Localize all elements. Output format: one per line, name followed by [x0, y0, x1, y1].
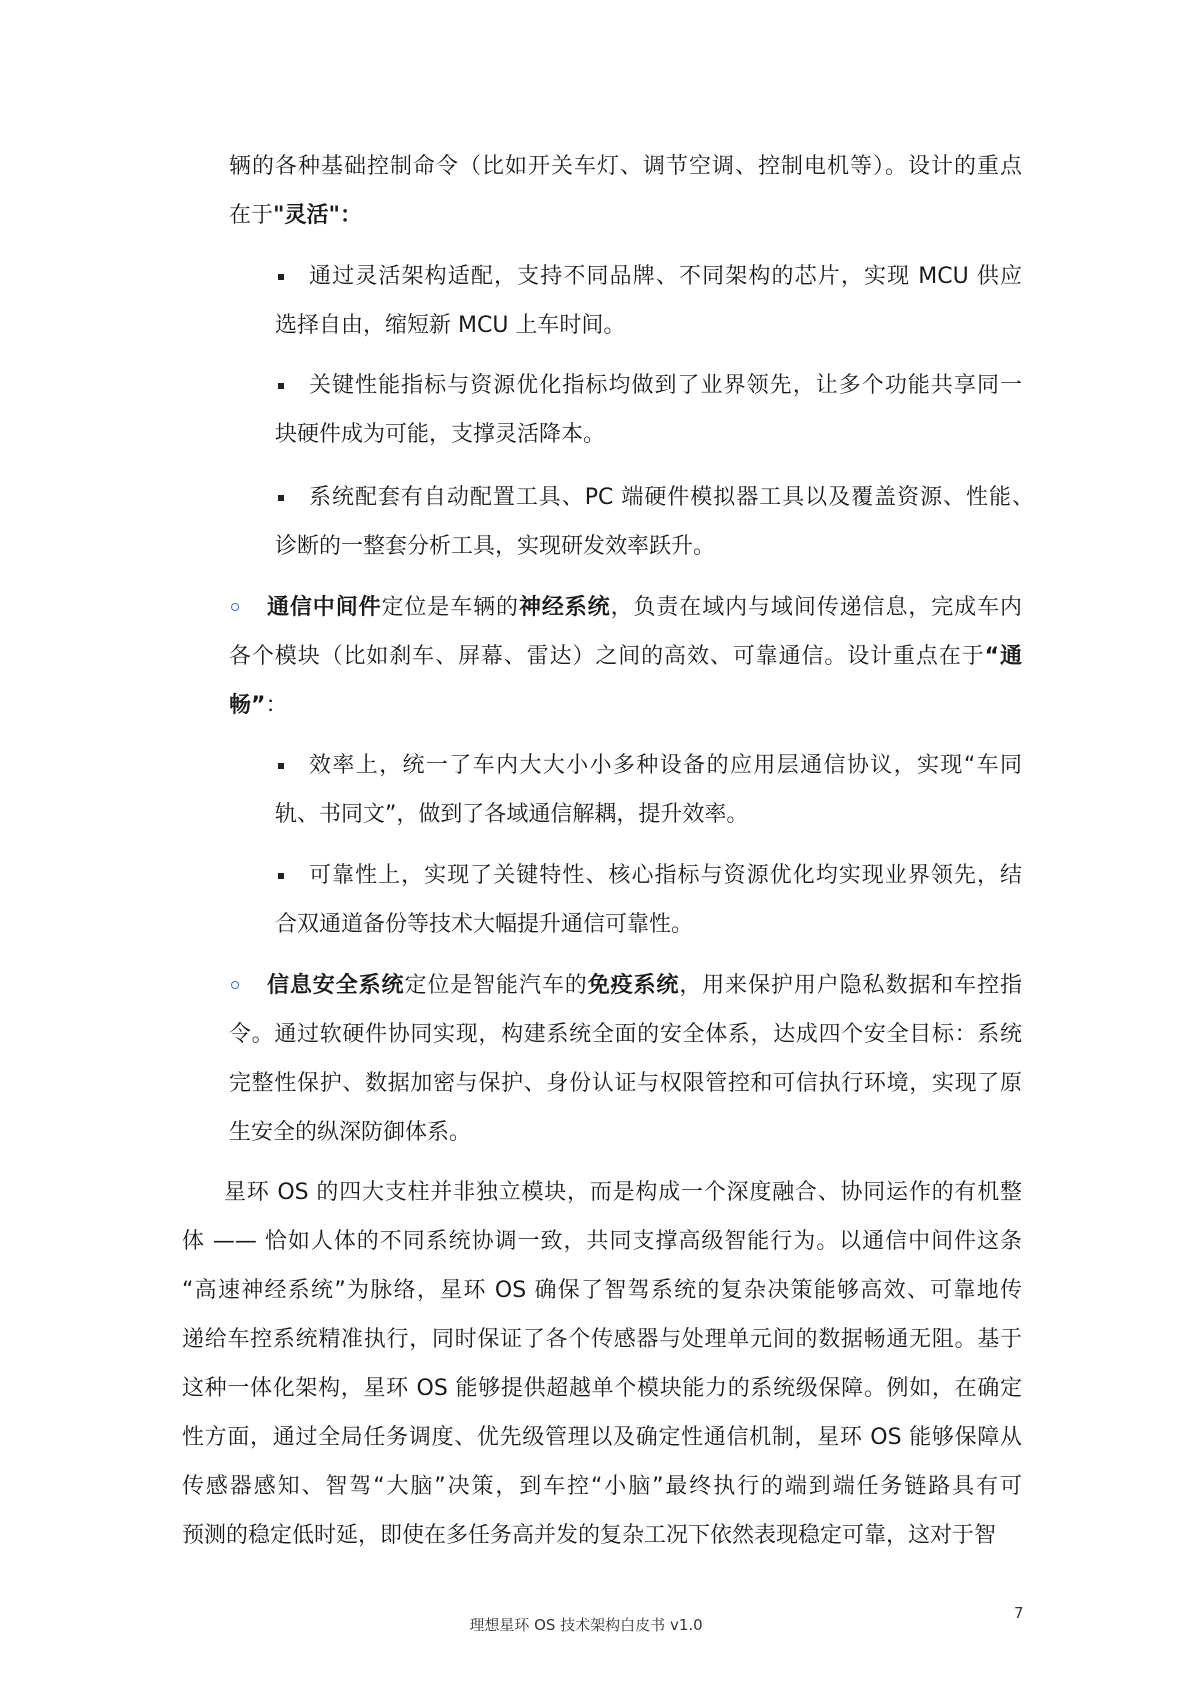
bold-text: 畅” — [229, 693, 266, 718]
text-line — [182, 1168, 1022, 1217]
comm-middleware-item — [229, 583, 1022, 730]
square-bullet-icon — [278, 763, 284, 769]
square-bullet-icon — [278, 495, 284, 501]
text-run: 完整性保护、数据加密与保护、身份认证与权限管控和可信执行环境，实现了原 — [229, 1071, 1022, 1096]
text-line — [275, 410, 1022, 459]
text-run: 效率上，统一了车内大大小小多种设备的应用层通信协议，实现“车同 — [309, 753, 1022, 778]
text-run: 体 —— 恰如人体的不同系统协调一致，共同支撑高级智能行为。以通信中间件这条 — [182, 1229, 1022, 1254]
text-run: 星环 OS 的四大支柱并非独立模块，而是构成一个深度融合、协同运作的有机整 — [224, 1180, 1022, 1205]
text-run: 块硬件成为可能，支撑灵活降本。 — [275, 422, 606, 447]
comm-bullet-1-item — [275, 741, 1022, 839]
text-run: 关键性能指标与资源优化指标均做到了业界领先，让多个功能共享同一 — [309, 373, 1022, 398]
bold-text: 通信中间件 — [267, 595, 382, 620]
text-line — [182, 1315, 1022, 1364]
text-run: 轨、书同文”，做到了各域通信解耦，提升效率。 — [275, 802, 749, 827]
text-line — [229, 191, 1022, 240]
bold-text: 信息安全系统 — [267, 973, 405, 998]
text-line — [275, 790, 1022, 839]
text-run: 生安全的纵深防御体系。 — [229, 1120, 472, 1145]
text-line — [229, 961, 1022, 1010]
circle-bullet-icon — [231, 603, 239, 611]
page-number: 7 — [1014, 1604, 1024, 1622]
text-run: 定位是智能汽车的 — [404, 973, 588, 998]
text-run: 传感器感知、智驾“大脑”决策，到车控“小脑”最终执行的端到端任务链路具有可 — [182, 1474, 1022, 1499]
text-run: 在于 — [229, 203, 274, 228]
square-bullet-icon — [278, 383, 284, 389]
text-run: 递给车控系统精准执行，同时保证了各个传感器与处理单元间的数据畅通无阻。基于 — [182, 1327, 1022, 1352]
text-run: 预测的稳定低时延，即使在多任务高并发的复杂工况下依然表现稳定可靠，这对于智 — [182, 1523, 997, 1548]
text-run: 诊断的一整套分析工具，实现研发效率跃升。 — [275, 534, 716, 559]
square-bullet-icon — [278, 873, 284, 879]
text-run: 定位是车辆的 — [381, 595, 519, 620]
text-line — [182, 1511, 1022, 1560]
text-line — [275, 851, 1022, 900]
text-line — [182, 1462, 1022, 1511]
text-line — [182, 1217, 1022, 1266]
text-line — [229, 142, 1022, 191]
text-run: ： — [265, 693, 288, 718]
flex-bullet-1-item — [275, 252, 1022, 350]
flex-bullet-3-item — [275, 473, 1034, 571]
integration-paragraph-paragraph — [182, 1168, 1022, 1560]
info-security-item — [229, 961, 1022, 1157]
text-run: 各个模块（比如刹车、屏幕、雷达）之间的高效、可靠通信。设计重点在于 — [229, 644, 985, 669]
intro-continued-item — [229, 142, 1022, 240]
text-run: 辆的各种基础控制命令（比如开关车灯、调节空调、控制电机等）。设计的重点 — [229, 154, 1022, 179]
text-line — [229, 1059, 1022, 1108]
bold-text: 免疫系统 — [587, 973, 680, 998]
text-run: ，负责在域内与域间传递信息，完成车内 — [610, 595, 1022, 620]
text-run: 合双通道备份等技术大幅提升通信可靠性。 — [275, 912, 694, 937]
text-run: 通过灵活架构适配，支持不同品牌、不同架构的芯片，实现 MCU 供应 — [309, 264, 1022, 289]
text-run: “高速神经系统”为脉络，星环 OS 确保了智驾系统的复杂决策能够高效、可靠地传 — [182, 1278, 1022, 1303]
text-line — [275, 301, 1022, 350]
text-run: 性方面，通过全局任务调度、优先级管理以及确定性通信机制，星环 OS 能够保障从 — [182, 1425, 1022, 1450]
text-line — [275, 900, 1022, 949]
text-line — [182, 1413, 1022, 1462]
text-run: ，用来保护用户隐私数据和车控指 — [679, 973, 1022, 998]
text-line — [229, 1108, 1022, 1157]
text-line — [229, 681, 1022, 730]
text-line — [275, 252, 1022, 301]
comm-bullet-2-item — [275, 851, 1022, 949]
flex-bullet-2-item — [275, 361, 1022, 459]
text-line — [182, 1266, 1022, 1315]
text-line — [275, 473, 1034, 522]
footer-title: 理想星环 OS 技术架构白皮书 v1.0 — [469, 1616, 703, 1634]
text-line — [229, 632, 1022, 681]
text-line — [182, 1364, 1022, 1413]
text-run: 令。通过软硬件协同实现，构建系统全面的安全体系，达成四个安全目标：系统 — [229, 1022, 1022, 1047]
text-line — [275, 361, 1022, 410]
bold-text: ： — [339, 203, 362, 228]
text-line — [229, 1010, 1022, 1059]
text-line — [229, 583, 1022, 632]
circle-bullet-icon — [231, 981, 239, 989]
bold-text: 神经系统 — [518, 595, 611, 620]
text-run: 系统配套有自动配置工具、PC 端硬件模拟器工具以及覆盖资源、性能、 — [309, 485, 1034, 510]
text-run: 可靠性上，实现了关键特性、核心指标与资源优化均实现业界领先，结 — [309, 863, 1022, 888]
square-bullet-icon — [278, 274, 284, 280]
text-line — [275, 741, 1022, 790]
text-run: 这种一体化架构，星环 OS 能够提供超越单个模块能力的系统级保障。例如，在确定 — [182, 1376, 1022, 1401]
bold-text: "灵活" — [273, 203, 340, 228]
bold-text: “通 — [984, 644, 1022, 669]
text-run: 选择自由，缩短新 MCU 上车时间。 — [275, 313, 626, 338]
text-line — [275, 522, 1034, 571]
